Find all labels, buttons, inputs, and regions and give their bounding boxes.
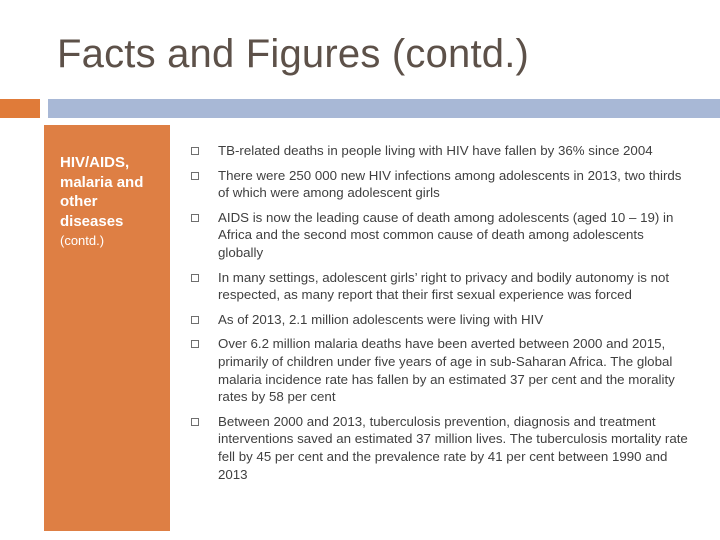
square-bullet-icon [191,147,199,155]
bullet-item [191,167,691,202]
square-bullet-icon [191,172,199,180]
bullet-text: There were 250 000 new HIV infections among adolescents in 2013, two thirds of which were among adolescent girls [218,167,682,201]
title-rule-accent [0,99,40,118]
square-bullet-icon [191,340,199,348]
bullet-text: In many settings, adolescent girls’ right to privacy and bodily autonomy is not respected, as many report that their first sexual experience was forced [218,269,670,303]
sidebar-subheading: (contd.) [60,233,105,248]
sidebar-panel [44,125,170,531]
bullet-item [191,413,691,483]
bullet-list [191,142,691,490]
square-bullet-icon [191,418,199,426]
bullet-item [191,209,691,262]
bullet-item [191,142,691,160]
bullet-item [191,311,691,329]
slide-title: Facts and Figures (contd.) [57,32,530,76]
bullet-text: Over 6.2 million malaria deaths have been averted between 2000 and 2015, primarily of children under five years of age in sub-Saharan Africa. The global malaria incidence rate has fallen by an estimated 37 per cent and the morality rates by 58 per cent [218,336,675,405]
square-bullet-icon [191,214,199,222]
square-bullet-icon [191,274,199,282]
sidebar-heading: HIV/AIDS, malaria and other diseases [60,154,144,230]
bullet-text: AIDS is now the leading cause of death among adolescents (aged 10 – 19) in Africa and the second most common cause of death among adolescents globally [218,209,674,260]
square-bullet-icon [191,316,199,324]
bullet-text: As of 2013, 2.1 million adolescents were living with HIV [218,311,544,327]
bullet-text: Between 2000 and 2013, tuberculosis prevention, diagnosis and treatment interventions saved an estimated 37 million lives. The tuberculosis mortality rate fell by 45 per cent and the prevalence rate by 41 per cent between 1990 and 2013 [218,413,688,482]
bullet-text: TB-related deaths in people living with HIV have fallen by 36% since 2004 [218,143,653,158]
bullet-item [191,269,691,304]
title-rule-bar [48,99,720,118]
bullet-item [191,335,691,405]
